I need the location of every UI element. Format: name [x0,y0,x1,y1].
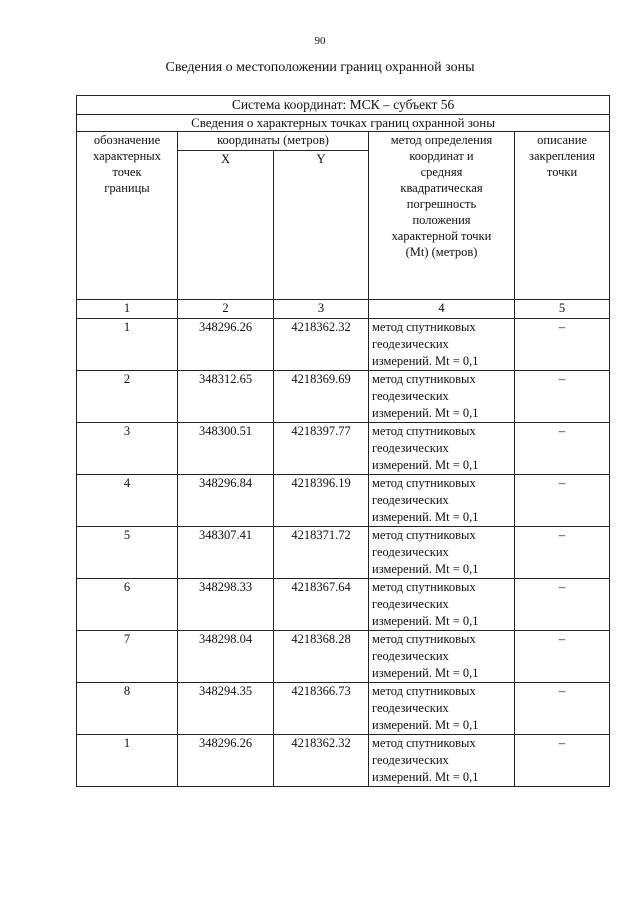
coordinate-x: 348307.41 [178,527,274,579]
method-description [369,319,515,371]
header-line: точек [112,165,142,179]
column-number: 4 [369,300,515,319]
method-description [369,683,515,735]
table-row [77,735,610,787]
method-line: геодезических [372,753,449,767]
method-line: геодезических [372,545,449,559]
header-line: (Mt) (метров) [405,245,478,259]
point-number: 3 [77,423,178,475]
point-number: 1 [77,735,178,787]
point-number: 2 [77,371,178,423]
method-line: измерений. Mt = 0,1 [372,510,479,524]
method-line: геодезических [372,597,449,611]
fixing-description: – [515,683,610,735]
coordinate-x: 348298.04 [178,631,274,683]
point-number: 4 [77,475,178,527]
header-line: квадратическая [400,181,483,195]
fixing-description: – [515,319,610,371]
header-line: средняя [420,165,463,179]
table-body [77,319,610,787]
column-number: 2 [178,300,274,319]
coordinate-x: 348312.65 [178,371,274,423]
header-line: положения [412,213,471,227]
header-line: характерных [93,149,161,163]
coordinate-y: 4218366.73 [274,683,369,735]
fixing-description: – [515,527,610,579]
table-row [77,527,610,579]
point-number: 8 [77,683,178,735]
header-line: обозначение [93,133,161,147]
point-number: 5 [77,527,178,579]
header-line: описание [537,133,587,147]
fixing-description: – [515,475,610,527]
method-line: измерений. Mt = 0,1 [372,666,479,680]
coordinate-y: 4218396.19 [274,475,369,527]
document-title: Сведения о местоположении границ охранной зоны [165,60,475,75]
method-line: геодезических [372,337,449,351]
method-description [369,631,515,683]
method-line: измерений. Mt = 0,1 [372,770,479,784]
points-subheader: Сведения о характерных точках границ охранной зоны [77,115,610,132]
col-method-header [369,132,515,300]
header-line: координат и [409,149,474,163]
col-description-header [515,132,610,300]
boundary-points-table [76,95,610,787]
method-line: измерений. Mt = 0,1 [372,718,479,732]
coordinate-y: 4218369.69 [274,371,369,423]
coordinate-y: 4218367.64 [274,579,369,631]
fixing-description: – [515,423,610,475]
method-line: геодезических [372,701,449,715]
col-point-designation-header [77,132,178,300]
method-description [369,527,515,579]
method-line: метод спутниковых [372,476,476,490]
method-description [369,475,515,527]
col-x-header: X [178,151,274,300]
method-line: метод спутниковых [372,528,476,542]
coordinate-x: 348298.33 [178,579,274,631]
method-line: метод спутниковых [372,580,476,594]
table-row [77,683,610,735]
table-row [77,423,610,475]
header-line: погрешность [406,197,477,211]
coordinates-header: координаты (метров) [178,132,369,151]
col-y-header: Y [274,151,369,300]
coordinate-y: 4218368.28 [274,631,369,683]
method-line: геодезических [372,389,449,403]
point-number: 7 [77,631,178,683]
fixing-description: – [515,579,610,631]
method-line: измерений. Mt = 0,1 [372,614,479,628]
method-line: измерений. Mt = 0,1 [372,406,479,420]
column-number: 3 [274,300,369,319]
coordinate-y: 4218397.77 [274,423,369,475]
method-description [369,579,515,631]
method-line: метод спутниковых [372,372,476,386]
coordinate-y: 4218362.32 [274,319,369,371]
method-line: метод спутниковых [372,424,476,438]
method-line: метод спутниковых [372,684,476,698]
header-line: закрепления [529,149,596,163]
fixing-description: – [515,631,610,683]
method-line: геодезических [372,649,449,663]
page-number: 90 [314,35,326,47]
table-row [77,371,610,423]
coordinate-x: 348296.84 [178,475,274,527]
method-line: метод спутниковых [372,320,476,334]
header-line: характерной точки [391,229,492,243]
method-line: метод спутниковых [372,736,476,750]
header-line: границы [104,181,150,195]
method-line: измерений. Mt = 0,1 [372,354,479,368]
table-row [77,579,610,631]
method-description [369,371,515,423]
coordinate-x: 348294.35 [178,683,274,735]
method-line: метод спутниковых [372,632,476,646]
method-line: измерений. Mt = 0,1 [372,458,479,472]
coordinate-y: 4218371.72 [274,527,369,579]
table-row [77,475,610,527]
method-line: геодезических [372,441,449,455]
coordinate-x: 348296.26 [178,319,274,371]
method-description [369,735,515,787]
coordinate-x: 348300.51 [178,423,274,475]
method-line: геодезических [372,493,449,507]
fixing-description: – [515,735,610,787]
column-number: 1 [77,300,178,319]
column-number-row [77,300,610,319]
point-number: 6 [77,579,178,631]
fixing-description: – [515,371,610,423]
table-row [77,319,610,371]
header-line: метод определения [390,133,493,147]
table-row [77,631,610,683]
coordinate-x: 348296.26 [178,735,274,787]
method-description [369,423,515,475]
column-number: 5 [515,300,610,319]
coordinate-y: 4218362.32 [274,735,369,787]
point-number: 1 [77,319,178,371]
coordinate-system-header: Система координат: МСК – субъект 56 [77,96,610,115]
header-line: точки [546,165,578,179]
method-line: измерений. Mt = 0,1 [372,562,479,576]
